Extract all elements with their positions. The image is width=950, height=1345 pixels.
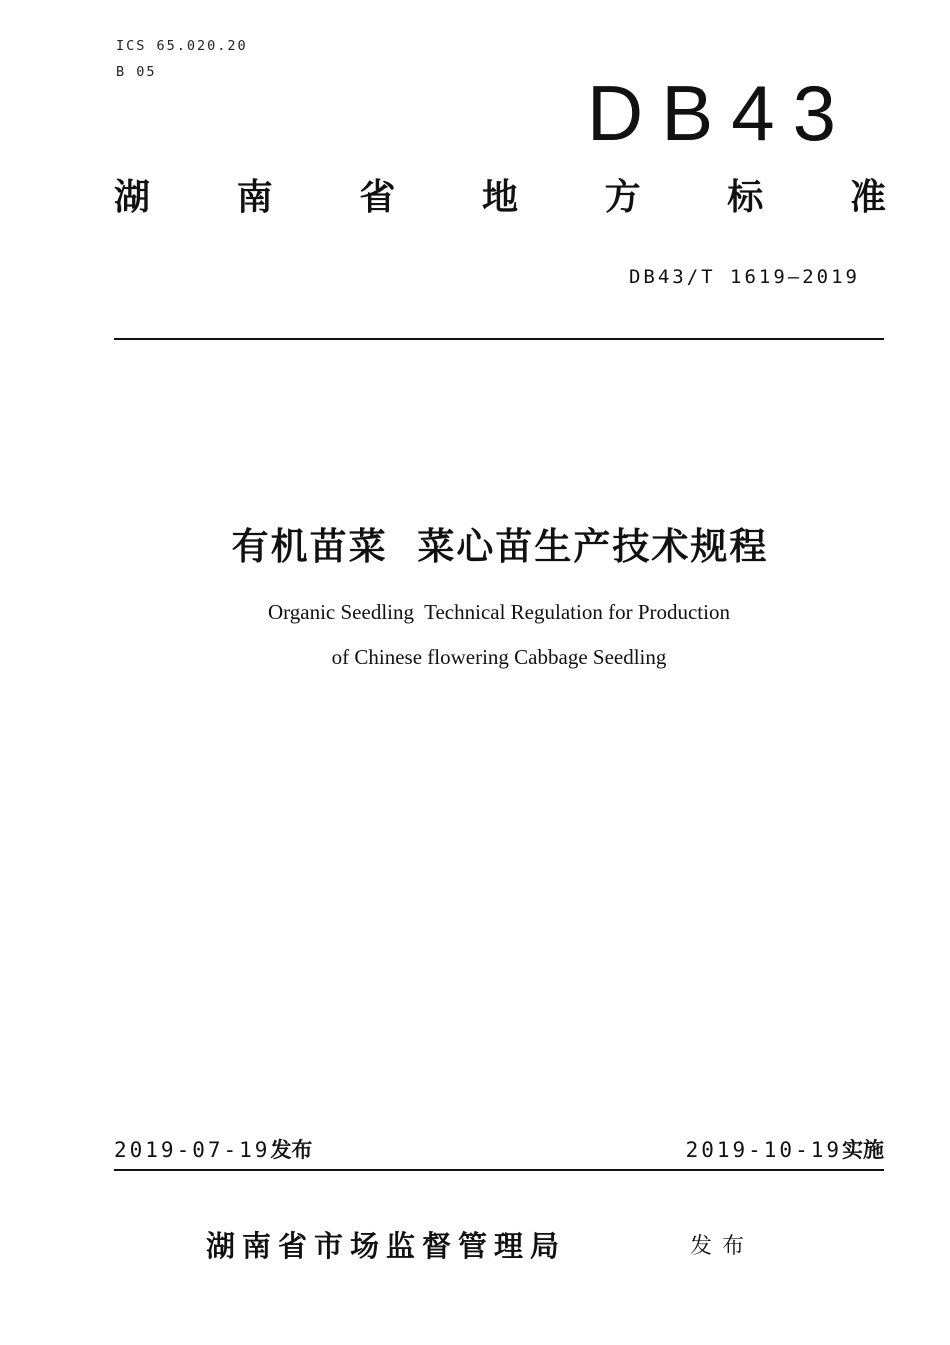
effective-date-block [686,1134,884,1164]
standard-type-char: 准 [849,177,886,218]
publish-date-block [114,1134,312,1164]
title-chinese: 有机苗菜 菜心苗生产技术规程 [231,525,769,568]
publish-date: 2019-07-19 [114,1138,271,1162]
effective-date: 2019-10-19 [685,1138,842,1162]
standard-number: DB43/T 1619—2019 [628,266,860,288]
standard-type-char: 南 [236,177,273,218]
ics-code: ICS 65.020.20 [116,38,248,54]
publish-label: 发布 [270,1138,313,1162]
title-english-line-1: Organic Seedling Technical Regulation for Production [268,600,730,624]
standard-type-char: 湖 [114,177,151,218]
issuing-authority: 湖南省市场监督管理局 [206,1229,567,1263]
db-mark: DB43 [586,69,854,157]
effective-label: 实施 [842,1138,884,1162]
top-divider [114,338,884,340]
title-english-line-2: of Chinese flowering Cabbage Seedling [331,645,667,669]
issue-word: 发布 [690,1234,755,1259]
bottom-divider [114,1169,884,1171]
date-row [114,1134,884,1164]
standard-type-char: 方 [604,177,641,218]
standard-type-char: 地 [481,177,518,218]
classification-code: B 05 [116,64,157,80]
standard-type-char: 标 [727,177,764,218]
standard-type [114,177,886,218]
standard-type-char: 省 [359,177,396,218]
